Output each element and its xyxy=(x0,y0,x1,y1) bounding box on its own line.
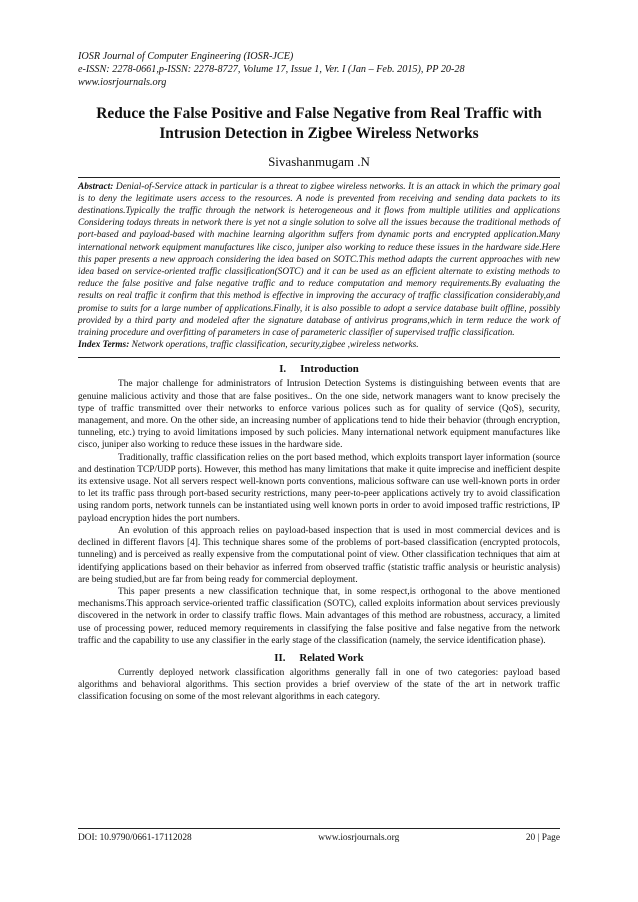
abstract-bottom-rule xyxy=(78,357,560,358)
footer-doi: DOI: 10.9790/0661-17112028 xyxy=(78,833,192,843)
journal-website[interactable]: www.iosrjournals.org xyxy=(78,77,167,89)
journal-header xyxy=(78,50,560,90)
index-terms xyxy=(78,339,560,351)
section-heading xyxy=(78,363,560,375)
section-number: I. xyxy=(279,363,287,376)
paragraph: An evolution of this approach relies on payload-based inspection that is used in most commercial devices and is declined in different flavors [4]. This technique shares some of the problems of port-based classification (encrypted protocols, tunneling) and is perceived as really expensive from the computational point of view. Other classification techniques that aim at identifying applications based on their behavior as inferred from observed traffic (statistic traffic analysis or heuristic analysis) are being studied,but are far from being ready for commercial deployment. xyxy=(78,525,560,585)
abstract xyxy=(78,181,560,340)
page-footer xyxy=(78,828,560,843)
section-title: Related Work xyxy=(299,651,364,664)
section-related-work xyxy=(78,652,560,704)
footer-page-number: 20 | Page xyxy=(525,833,560,843)
paragraph: This paper presents a new classification technique that, in some respect,is orthogonal to the above mentioned mechanisms.This approach service-oriented traffic classification (SOTC), called exploits information about services previously discovered in the network in order to classify traffic flows. Main advantages of this method are robustness, accuracy, a limited use of processing power, reduced memory requirements in classifying the false positive and false negative from the network traffic and the capability to use any classifier in the early stage of the classification (namely, the service identification phase). xyxy=(78,586,560,646)
issn-line: e-ISSN: 2278-0661,p-ISSN: 2278-8727, Volume 17, Issue 1, Ver. I (Jan – Feb. 2015), PP 20-28 xyxy=(78,64,465,76)
abstract-label: Abstract: xyxy=(78,181,114,192)
section-number: II. xyxy=(274,651,286,664)
index-terms-label: Index Terms: xyxy=(78,340,130,351)
section-heading xyxy=(78,652,560,664)
paragraph: Traditionally, traffic classification relies on the port based method, which exploits transport layer information (source and destination TCP/UDP ports). However, this method has many limitations that make it quite imprecise and inefficient despite its extensive usage. Not all servers respect well-known ports conventions, malicious software can use well-known ports in order to let its traffic pass through port-based security restrictions, many peer-to-peer applications actively try to avoid classification using random ports, network tunnels can be instantiated using well known ports in order to avoid imposed traffic restrictions, IP payload encryption hides the port numbers. xyxy=(78,452,560,524)
section-introduction xyxy=(78,363,560,646)
paragraph: Currently deployed network classification algorithms generally fall in one of two categories: payload based algorithms and behavioral algorithms. This section provides a brief overview of the state of the art in network traffic classification focusing on some of the most relevant algorithms in each category. xyxy=(78,667,560,703)
abstract-text: Denial-of-Service attack in particular is a threat to zigbee wireless networks. It is an attack in which the primary goal is to deny the legitimate users access to the resources. A node is prevented from receiving and sending data packets to its destinations.Typically the traffic through the network is heterogeneous and it flows from multiple utilities and applications Considering todays threats in network there is yet not a single solution to solve all the issues because the traditional methods of port-based and payload-based with machine learning algorithm suffers from dynamic ports and encrypted application.Many international network equipment manufactures like cisco, juniper also working to reduce these issues in the hardware side.Here this paper presents a new approach considering the idea based on SOTC.This method adapts the current approaches with new idea based on service-oriented traffic classification(SOTC) and it can be used as an efficient alternate to existing methods to reduce the false positive and false negative traffic and to reduce computation and memory requirements.By evaluating the results on real traffic it confirm that this method is effective in improving the accuracy of traffic classification considerably,and promise to suits for a large number of applications.Finally, it is also possible to adopt a service database built offline, possibly provided by a third party and modeled after the signature database of antivirus programs,which in term reduce the work of training procedure and overfitting of parameters in case of parameteric classifier of supervised traffic classification. xyxy=(78,181,560,339)
section-title: Introduction xyxy=(300,363,359,376)
paragraph: The major challenge for administrators of Intrusion Detection Systems is distinguishing between events that are genuine malicious activity and those that are false positives.. On the one side, network managers want to know precisely the type of traffic transmitted over their networks to enforce various polices such as for quality of service (QoS), security, management, and more. On the other side, an increasing number of applications tend to hide their behavior (through encryption, tunneling, etc.) trying to avoid limitations imposed by such policies. Many international network equipment manufactures like cisco, juniper also working to reduce these issues in the hardware side. xyxy=(78,379,560,451)
footer-website[interactable]: www.iosrjournals.org xyxy=(318,833,400,843)
paper-title: Reduce the False Positive and False Negative from Real Traffic with Intrusion Detection in Zigbee Wireless Networks xyxy=(96,104,542,142)
journal-name: IOSR Journal of Computer Engineering (IOSR-JCE) xyxy=(78,51,294,62)
abstract-top-rule xyxy=(78,177,560,178)
index-terms-text: Network operations, traffic classification, security,zigbee ,wireless networks. xyxy=(131,340,419,351)
paper-author: Sivashanmugam .N xyxy=(268,153,370,169)
page xyxy=(78,50,560,704)
